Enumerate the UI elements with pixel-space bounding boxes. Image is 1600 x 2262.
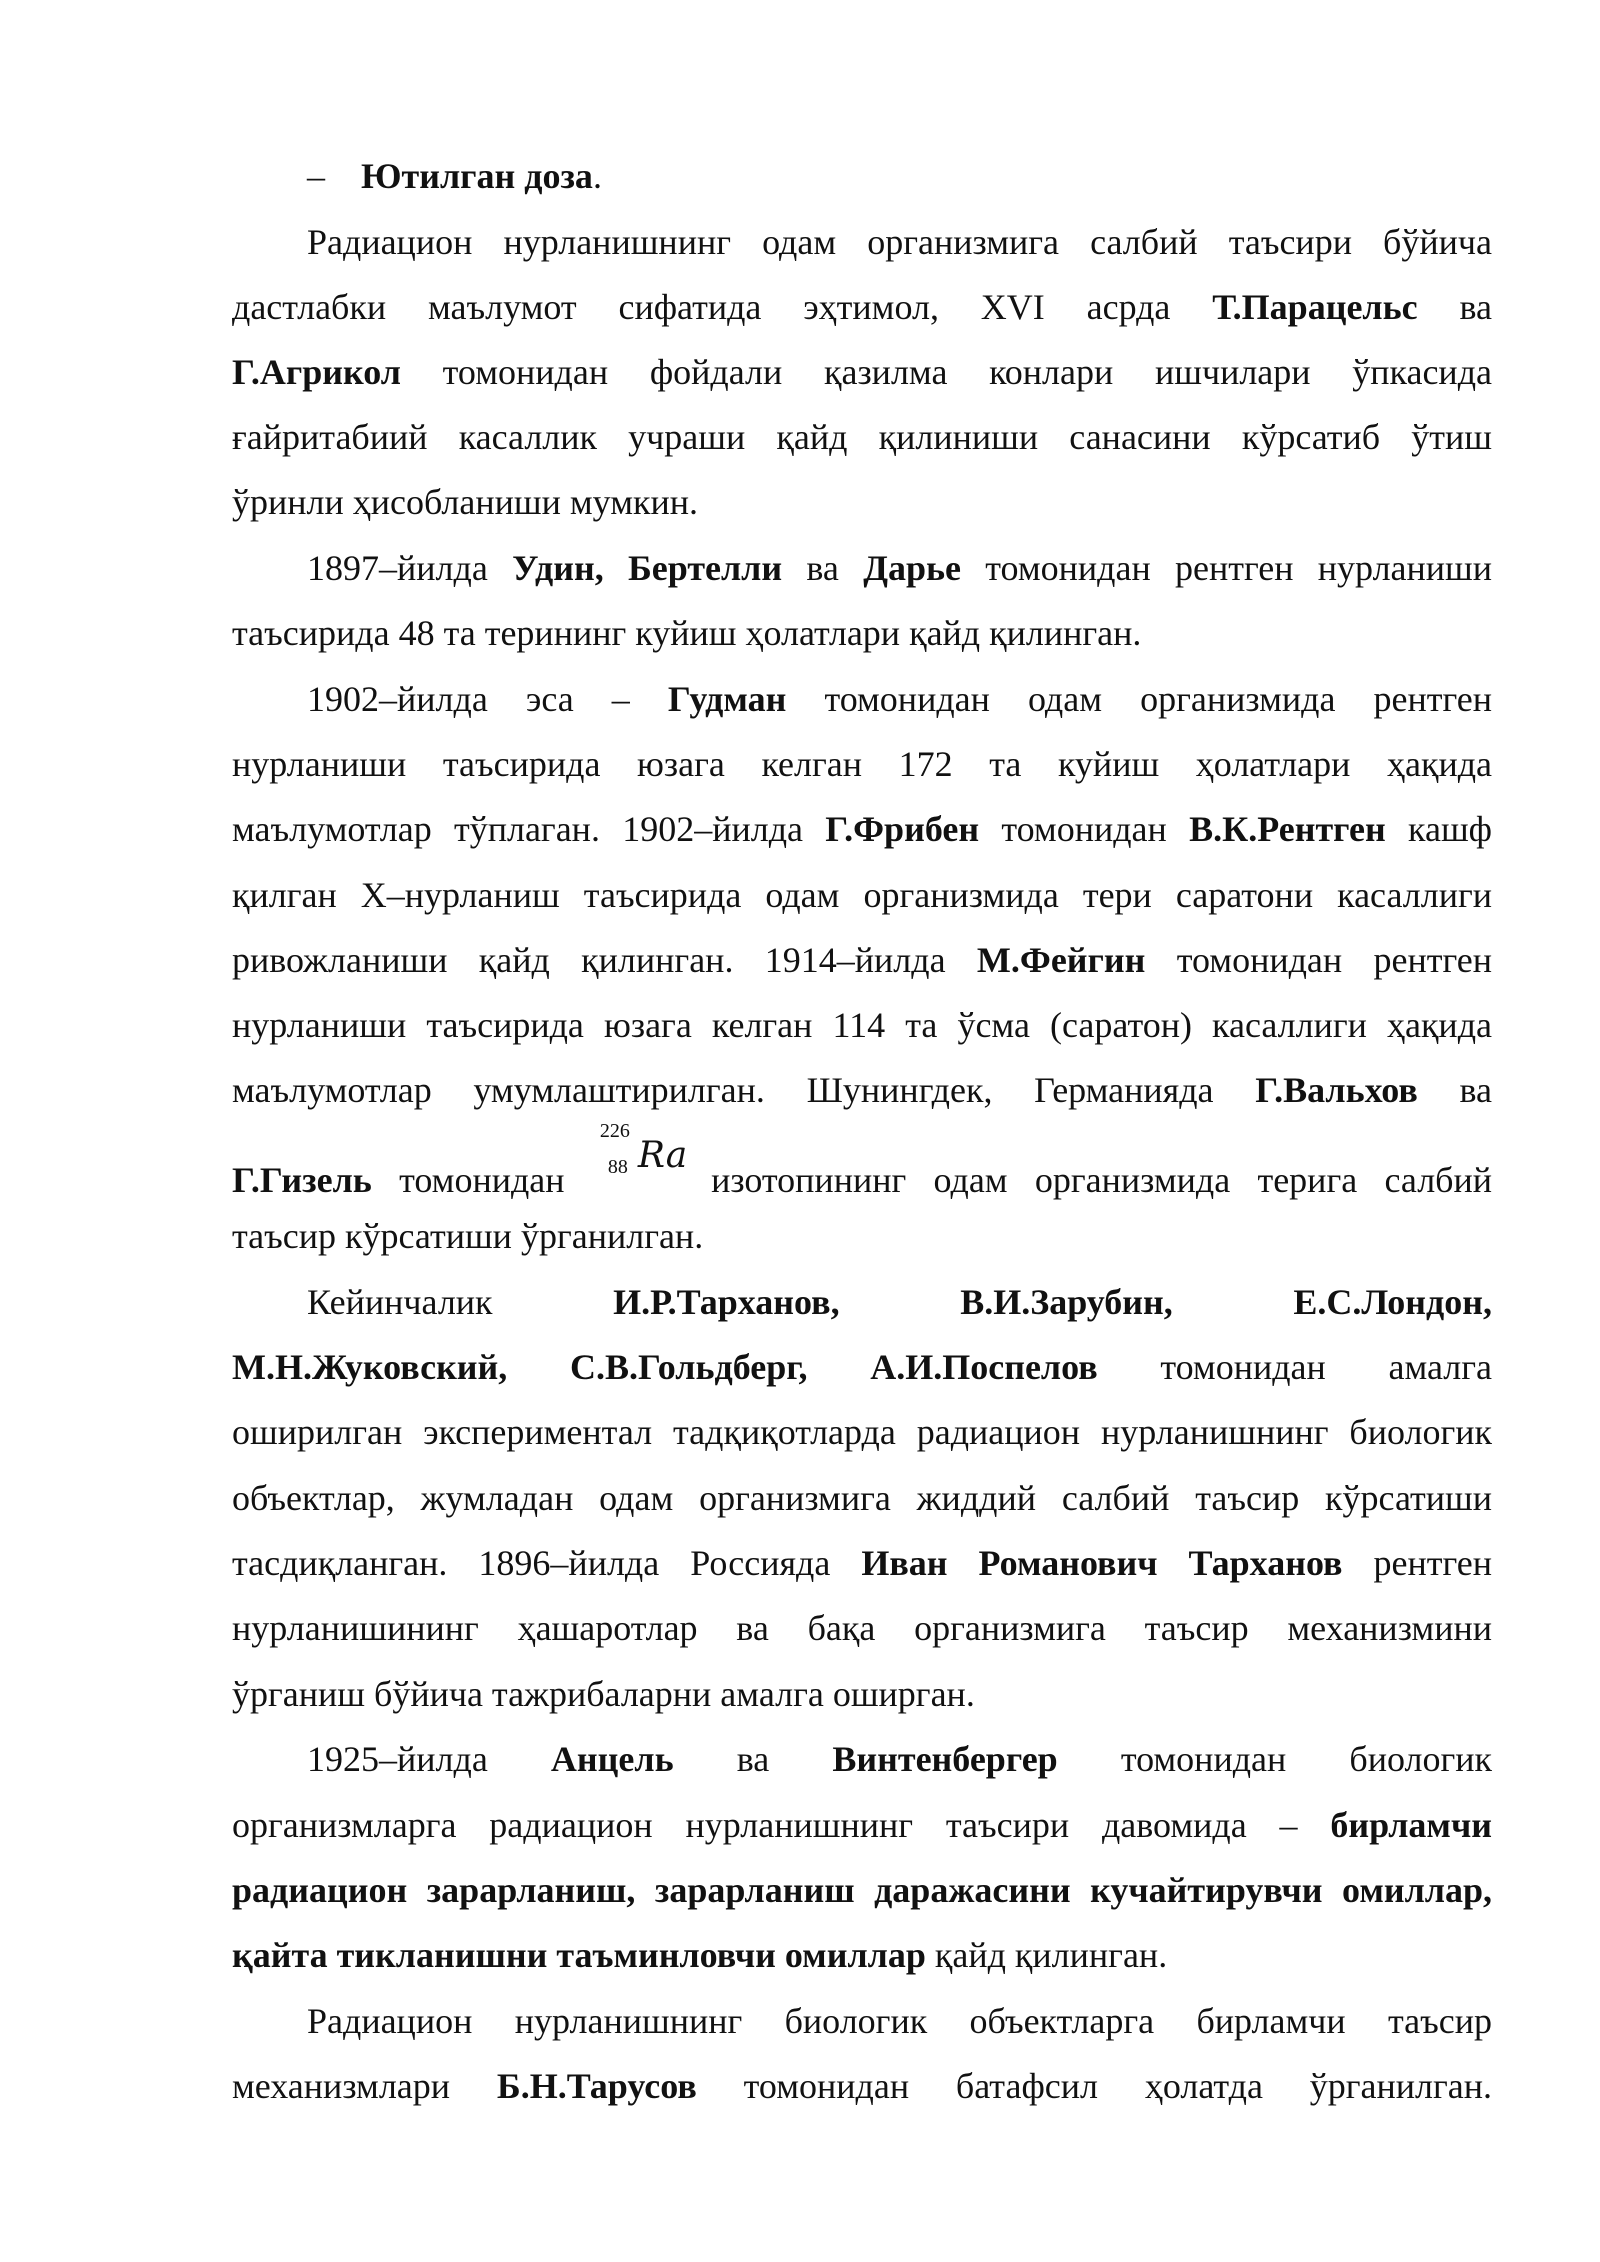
p1-line: дастлабки маълумот сифатида эҳтимол, XVI асрда Т.Парацельс ва [232, 287, 1493, 327]
p5-line [232, 1868, 1492, 1912]
p5-line: қайта тикланишни таъминловчи омиллар қайд қилинган. [232, 1935, 1168, 1975]
p3-line: Г.Гизель томонидан 226 88 Ra изотопининг одам организмида терига салбий [232, 1120, 1492, 1200]
p3-line: ривожланиши қайд қилинган. 1914–йилда М.Фейгин томонидан рентген [232, 940, 1493, 980]
person-name: С.В.Гольдберг, [569, 1347, 808, 1387]
person-name: Е.С.Лондон, [1293, 1282, 1492, 1322]
person-name: Иван Романович Тарханов [861, 1543, 1343, 1583]
p1-line: ўринли ҳисобланиши мумкин. [232, 482, 698, 522]
person-name: Г.Агрикол [232, 352, 401, 392]
radium-nuclide-notation [592, 1120, 688, 1192]
p4-line: оширилган экспериментал тадқиқотларда радиацион нурланишнинг биологик [232, 1412, 1492, 1452]
person-name: М.Н.Жуковский, [232, 1347, 508, 1387]
mass-number: 226 [599, 1120, 630, 1142]
person-name: В.К.Рентген [1189, 809, 1386, 849]
p3-line: маълумотлар тўплаган. 1902–йилда Г.Фрибен томонидан В.К.Рентген кашф [232, 809, 1492, 849]
person-name: Анцель [550, 1739, 674, 1779]
person-name: Гудман [667, 679, 787, 719]
key-term: қайта тикланишни таъминловчи омиллар [232, 1935, 926, 1975]
heading-dash: – [307, 156, 325, 196]
p1-line: Г.Агрикол томонидан фойдали қазилма конлари ишчилари ўпкасида [232, 352, 1492, 392]
p5-line: организмларга радиацион нурланишнинг таъсири давомида – бирламчи [232, 1805, 1492, 1845]
p2-line: таъсирида 48 та терининг куйиш ҳолатлари қайд қилинган. [232, 613, 1142, 653]
key-term: бирламчи [1330, 1805, 1492, 1845]
p4-line: нурланишининг ҳашаротлар ва бақа организмига таъсир механизмини [232, 1608, 1492, 1648]
heading-term: Ютилган доза [361, 156, 593, 196]
person-name: А.И.Поспелов [870, 1347, 1098, 1387]
p3-line: нурланиши таъсирида юзага келган 172 та куйиш ҳолатлари ҳақида [232, 744, 1492, 784]
p3-line: 1902–йилда эса – Гудман томонидан одам организмида рентген [307, 679, 1493, 719]
person-name: Б.Н.Тарусов [496, 2066, 697, 2106]
person-name: Г.Гизель [232, 1160, 372, 1200]
element-symbol: Ra [637, 1135, 688, 1176]
person-name: Винтенбергер [832, 1739, 1058, 1779]
p4-line: М.Н.Жуковский, С.В.Гольдберг, А.И.Поспелов томонидан амалга [232, 1347, 1493, 1387]
p3-line: нурланиши таъсирида юзага келган 114 та ўсма (саратон) касаллиги ҳақида [232, 1005, 1492, 1045]
person-name: Г.Вальхов [1255, 1070, 1418, 1110]
p4-line: ўрганиш бўйича тажрибаларни амалга оширган. [232, 1674, 975, 1714]
p4-line: тасдиқланган. 1896–йилда Россияда Иван Романович Тарханов рентген [232, 1543, 1493, 1583]
p3-line: маълумотлар умумлаштирилган. Шунингдек, Германияда Г.Вальхов ва [232, 1070, 1493, 1110]
key-term: радиацион зарарланиш, зарарланиш даражасини кучайтирувчи омиллар, [232, 1870, 1492, 1910]
person-name: Дарье [863, 548, 962, 588]
person-name: Удин, Бертелли [512, 548, 783, 588]
atomic-number: 88 [607, 1156, 628, 1178]
person-name: Т.Парацельс [1212, 287, 1418, 327]
person-name: И.Р.Тарханов, [613, 1282, 840, 1322]
section-heading: – Ютилган доза. [307, 156, 602, 196]
p3-line: қилган X–нурланиш таъсирида одам организмида тери саратони касаллиги [232, 875, 1492, 915]
p1-line: Радиацион нурланишнинг одам организмига салбий таъсири бўйича [307, 222, 1492, 262]
p3-line: таъсир кўрсатиши ўрганилган. [232, 1216, 704, 1256]
p6-line: Радиацион нурланишнинг биологик объектларга бирламчи таъсир [307, 2001, 1492, 2041]
p4-line: Кейинчалик И.Р.Тарханов, В.И.Зарубин, Е.С.Лондон, [307, 1282, 1492, 1322]
p6-line: механизмлари Б.Н.Тарусов томонидан батафсил ҳолатда ўрганилган. [232, 2066, 1493, 2106]
p2-line: 1897–йилда Удин, Бертелли ва Дарье томонидан рентген нурланиши [307, 548, 1493, 588]
person-name: Г.Фрибен [825, 809, 980, 849]
p5-line: 1925–йилда Анцель ва Винтенбергер томонидан биологик [307, 1739, 1492, 1779]
person-name: В.И.Зарубин, [960, 1282, 1173, 1322]
person-name: М.Фейгин [976, 940, 1146, 980]
p4-line: объектлар, жумладан одам организмига жиддий салбий таъсир кўрсатиши [232, 1478, 1492, 1518]
p1-line: ғайритабиий касаллик учраши қайд қилиниши санасини кўрсатиб ўтиш [232, 417, 1492, 457]
